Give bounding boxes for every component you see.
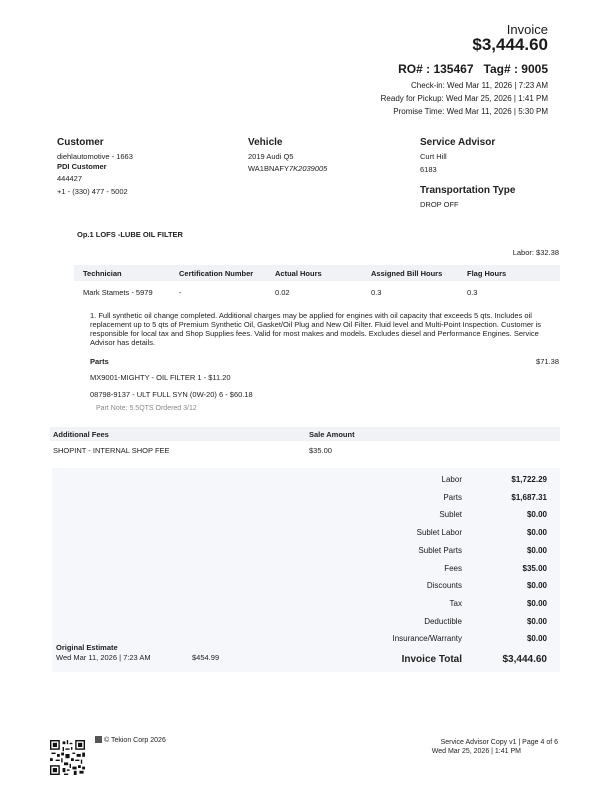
- cell-actual-hours: 0.02: [275, 288, 290, 297]
- customer-phone: +1 - (330) 477 - 5002: [57, 187, 128, 196]
- vehicle-heading: Vehicle: [248, 137, 283, 148]
- cell-technician: Mark Stamets - 5979: [83, 288, 153, 297]
- customer-id: 444427: [57, 174, 83, 183]
- summary-label: Insurance/Warranty: [392, 634, 462, 643]
- summary-value: $0.00: [526, 599, 547, 608]
- summary-label: Discounts: [426, 581, 462, 590]
- fees-heading: Additional Fees: [53, 430, 109, 439]
- sale-amount-heading: Sale Amount: [309, 430, 355, 439]
- summary-value: $0.00: [526, 617, 547, 626]
- ro-tag-line: [398, 62, 548, 76]
- col-certification: Certification Number: [179, 269, 254, 278]
- ready-for-pickup-date: Ready for Pickup: Wed Mar 25, 2026 | 1:41 PM: [380, 94, 548, 103]
- summary-value: $0.00: [526, 634, 547, 643]
- summary-label: Sublet Labor: [416, 528, 462, 537]
- parts-total: $71.38: [536, 357, 559, 366]
- invoice-total-header: $3,444.60: [472, 35, 548, 54]
- fee-item: SHOPINT - INTERNAL SHOP FEE: [53, 446, 170, 455]
- check-in-date: Check-in: Wed Mar 11, 2026 | 7:23 AM: [411, 81, 548, 90]
- cell-flag-hours: 0.3: [467, 288, 478, 297]
- vin-prefix: WA1BNAFY: [248, 164, 289, 173]
- fees-table-header: [50, 427, 560, 441]
- summary-value: $35.00: [522, 564, 547, 573]
- promise-time-date: Promise Time: Wed Mar 11, 2026 | 5:30 PM: [393, 107, 548, 116]
- invoice-total-value: $3,444.60: [502, 654, 547, 665]
- invoice-label: Invoice: [506, 22, 548, 37]
- original-estimate-amount: $454.99: [192, 653, 220, 662]
- summary-label: Sublet Parts: [418, 546, 462, 555]
- summary-value: $0.00: [526, 546, 547, 555]
- invoice-total-label: Invoice Total: [401, 654, 462, 665]
- summary-value: $0.00: [526, 528, 547, 537]
- col-assigned-bill-hours: Assigned Bill Hours: [371, 269, 443, 278]
- fee-amount: $35.00: [309, 446, 332, 455]
- operation-note: 1. Full synthetic oil change completed. Additional charges may be applied for engines with oil capacity that exceeds 5 qts. Includes oil replacement up to 5 qts of Premium Synthetic Oil, Gasket/Oil Plug and New Oil Filter. Fluid level and Multi-Point Inspection. Customer is responsible for local tax and Shop Supplies fees. Valid for most makes and models. Excludes diesel and Performance Engines. Service Advisor has details.: [90, 311, 542, 347]
- summary-label: Fees: [444, 564, 462, 573]
- original-estimate-heading: Original Estimate: [56, 643, 118, 652]
- copyright-text: © Tekion Corp 2026: [104, 737, 166, 744]
- customer-heading: Customer: [57, 137, 104, 148]
- customer-type: PDI Customer: [57, 162, 107, 171]
- vehicle-model: 2019 Audi Q5: [248, 152, 294, 161]
- ro-number: RO# : 135467: [398, 62, 474, 76]
- vehicle-vin: [248, 164, 327, 173]
- summary-label: Tax: [449, 599, 462, 608]
- summary-label: Sublet: [439, 510, 462, 519]
- summary-label: Labor: [441, 475, 462, 484]
- summary-label: Parts: [443, 493, 462, 502]
- transportation-heading: Transportation Type: [420, 185, 516, 196]
- part-line-1: MX9001-MIGHTY - OIL FILTER 1 - $11.20: [90, 373, 231, 382]
- footer-copy-info: Service Advisor Copy v1 | Page 4 of 6: [440, 739, 558, 746]
- customer-name: diehlautomotive - 1663: [57, 152, 133, 161]
- footer-printed-date: Wed Mar 25, 2026 | 1:41 PM: [431, 748, 521, 755]
- col-actual-hours: Actual Hours: [275, 269, 322, 278]
- part-note: Part Note: 5.5QTS Ordered 3/12: [96, 405, 197, 412]
- cell-assigned-bill-hours: 0.3: [371, 288, 382, 297]
- summary-value: $0.00: [526, 510, 547, 519]
- tag-number: Tag# : 9005: [483, 62, 548, 76]
- summary-value: $1,687.31: [511, 493, 547, 502]
- summary-value: $1,722.29: [511, 475, 547, 484]
- footer-copyright: [95, 736, 166, 744]
- col-technician: Technician: [83, 269, 122, 278]
- tekion-logo-icon: [95, 736, 102, 743]
- parts-heading: Parts: [90, 357, 109, 366]
- summary-value: $0.00: [526, 581, 547, 590]
- original-estimate-date: Wed Mar 11, 2026 | 7:23 AM: [56, 653, 151, 662]
- service-advisor-heading: Service Advisor: [420, 137, 496, 148]
- service-advisor-id: 6183: [420, 165, 437, 174]
- cell-certification: -: [179, 288, 182, 297]
- transportation-value: DROP OFF: [420, 200, 459, 209]
- operation-title: Op.1 LOFS -LUBE OIL FILTER: [77, 230, 183, 239]
- summary-panel: [52, 468, 560, 672]
- operation-labor: Labor: $32.38: [512, 248, 559, 257]
- summary-label: Deductible: [424, 617, 462, 626]
- vin-suffix: 7K2039005: [288, 164, 328, 173]
- col-flag-hours: Flag Hours: [467, 269, 507, 278]
- qr-code-icon: [50, 740, 85, 775]
- service-advisor-name: Curt Hill: [420, 152, 447, 161]
- part-line-2: 08798-9137 - ULT FULL SYN (0W-20) 6 - $60.18: [90, 390, 253, 399]
